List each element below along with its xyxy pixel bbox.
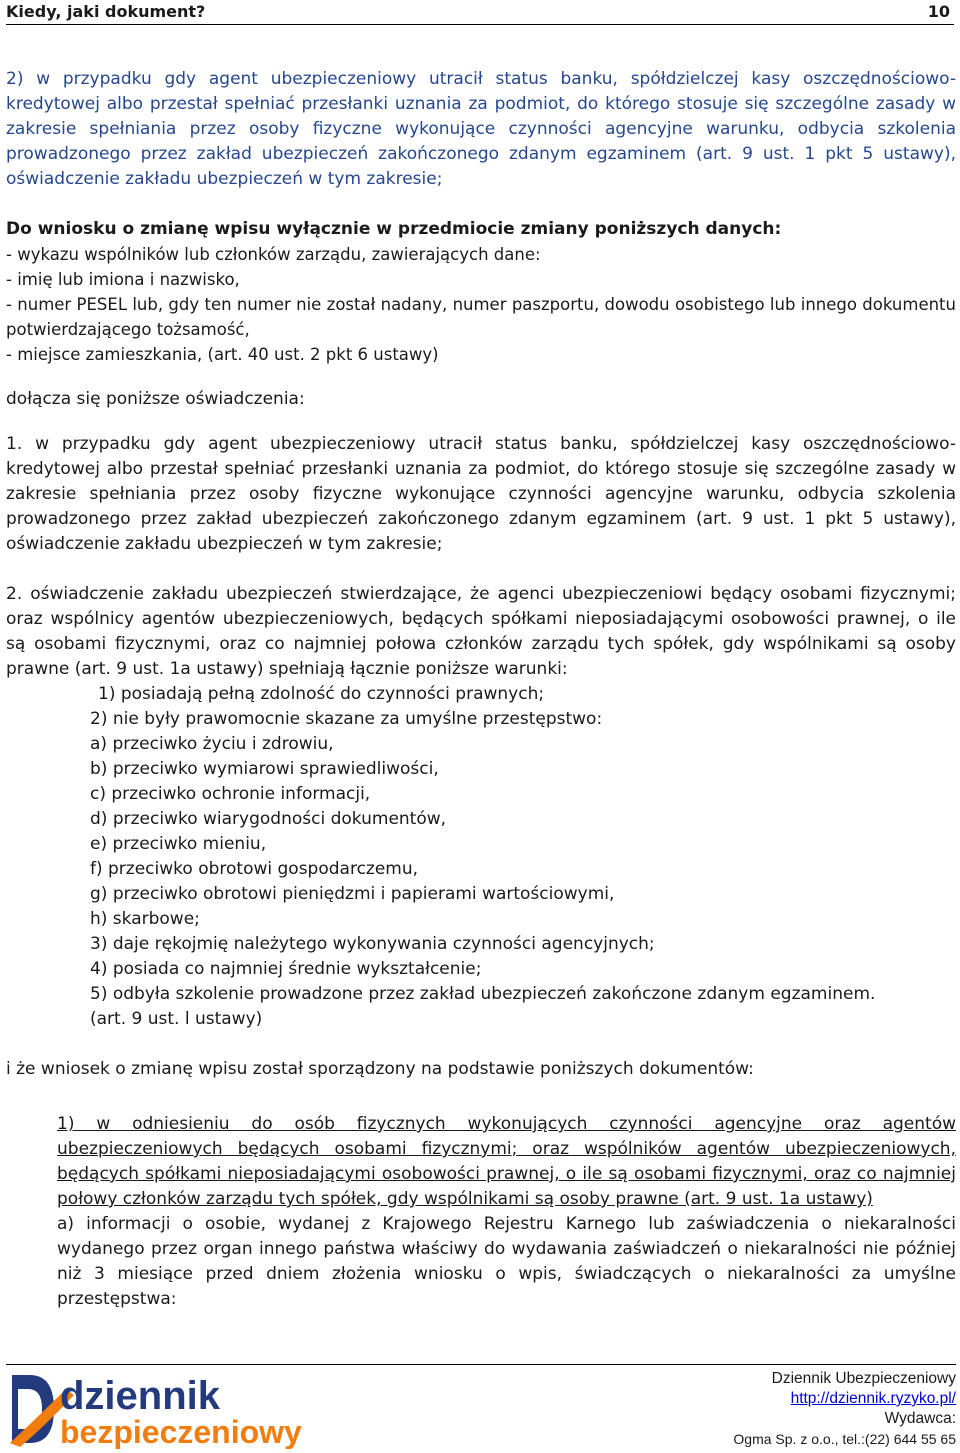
list-item: - miejsce zamieszkania, (art. 40 ust. 2 pkt 6 ustawy)	[6, 345, 439, 364]
list-item: - numer PESEL lub, gdy ten numer nie został nadany, numer paszportu, dowodu osobistego lub innego dokumentu potwierdzającego tożsamość,	[6, 295, 956, 339]
list-item: d) przeciwko wiarygodności dokumentów,	[90, 809, 447, 829]
attach-intro: dołącza się poniższe oświadczenia:	[6, 389, 305, 409]
publisher-label: Wydawca:	[884, 1410, 956, 1427]
document-body	[6, 67, 956, 1312]
list-item: e) przeciwko mieniu,	[90, 834, 267, 854]
page-header	[6, 2, 954, 25]
list-item: a) przeciwko życiu i zdrowiu,	[90, 734, 334, 754]
list-item: f) przeciwko obrotowi gospodarczemu,	[90, 859, 419, 879]
publication-name: Dziennik Ubezpieczeniowy	[771, 1370, 956, 1387]
documents-item-1: 1) w odniesieniu do osób fizycznych wykonujących czynności agencyjne oraz agentów ubezpieczeniowych będących osobami fizycznymi; oraz wspólników agentów ubezpieczeniowych, będących spółkami nieposiadającymi osobowości prawnej, o ile są osobami fizycznymi, oraz co najmniej połowy członków zarządu tych spółek, gdy wspólnikami są osoby prawne (art. 9 ust. 1a ustawy)	[57, 1114, 956, 1209]
section-heading: Do wniosku o zmianę wpisu wyłącznie w przedmiocie zmiany poniższych danych:	[6, 219, 782, 239]
conditions-list	[6, 682, 956, 1032]
statement-2: 2. oświadczenie zakładu ubezpieczeń stwierdzające, że agenci ubezpieczeniowi będący osobami fizycznymi; oraz wspólnicy agentów ubezpieczeniowych, będących spółkami nieposiadającymi osobowości prawnej, o ile są osobami fizycznymi, oraz co najmniej połowa członków zarządu tych spółek, gdy wspólnikami są osoby prawne (art. 9 ust. 1a ustawy) spełniają łącznie poniższe warunki:	[6, 584, 956, 679]
dziennik-logo	[8, 1369, 338, 1449]
list-item: c) przeciwko ochronie informacji,	[90, 784, 371, 804]
list-item: - imię lub imiona i nazwisko,	[6, 270, 240, 289]
logo-mark-icon	[8, 1369, 338, 1449]
change-items-list	[6, 242, 956, 367]
logo-text-bottom: bezpieczeniowy	[60, 1414, 302, 1449]
documents-intro: i że wniosek o zmianę wpisu został sporządzony na podstawie poniższych dokumentów:	[6, 1059, 754, 1079]
list-item: - wykazu wspólników lub członków zarządu, zawierających dane:	[6, 245, 541, 264]
list-item: 5) odbyła szkolenie prowadzone przez zakład ubezpieczeń zakończone zdanym egzaminem.	[90, 984, 876, 1004]
page-footer	[6, 1364, 956, 1451]
logo-text-top: dziennik	[60, 1374, 221, 1418]
list-item: 1) posiadają pełną zdolność do czynności prawnych;	[98, 684, 545, 704]
list-item: 4) posiada co najmniej średnie wykształcenie;	[90, 959, 482, 979]
statement-1: 1. w przypadku gdy agent ubezpieczeniowy utracił status banku, spółdzielczej kasy oszczędnościowo-kredytowej albo przestał spełniać przesłanki uznania za podmiot, do którego stosuje się szczególne zasady w zakresie spełniania przez osoby fizyczne wykonujące czynności agencyjne warunku, odbycia szkolenia prowadzonego przez zakład ubezpieczeń zakończonego zdanym egzaminem (art. 9 ust. 1 pkt 5 ustawy), oświadczenie zakładu ubezpieczeń w tym zakresie;	[6, 434, 956, 554]
publication-link[interactable]: http://dziennik.ryzyko.pl/	[790, 1390, 956, 1407]
document-title: Kiedy, jaki dokument?	[6, 2, 206, 21]
list-item: (art. 9 ust. l ustawy)	[90, 1009, 263, 1029]
list-item: b) przeciwko wymiarowi sprawiedliwości,	[90, 759, 439, 779]
list-item: 2) nie były prawomocnie skazane za umyślne przestępstwo:	[90, 709, 603, 729]
intro-item: 2) w przypadku gdy agent ubezpieczeniowy utracił status banku, spółdzielczej kasy oszczędnościowo-kredytowej albo przestał spełniać przesłanki uznania za podmiot, do którego stosuje się szczególne zasady w zakresie spełniania przez osoby fizyczne wykonujące czynności agencyjne warunku, odbycia szkolenia prowadzonego przez zakład ubezpieczeń zakończonego zdanym egzaminem (art. 9 ust. 1 pkt 5 ustawy), oświadczenie zakładu ubezpieczeń w tym zakresie;	[6, 69, 956, 189]
list-item: h) skarbowe;	[90, 909, 200, 929]
publisher-info	[733, 1369, 956, 1449]
list-item: g) przeciwko obrotowi pieniędzmi i papierami wartościowymi,	[90, 884, 615, 904]
documents-item-a: a) informacji o osobie, wydanej z Krajowego Rejestru Karnego lub zaświadczenia o niekaralności wydanego przez organ innego państwa właściwy do wydawania zaświadczeń o niekaralności nie później niż 3 miesiące przed dniem złożenia wniosku o wpis, świadczących o niekaralności za umyślne przestępstwa:	[57, 1214, 956, 1309]
page-number: 10	[927, 2, 950, 21]
list-item: 3) daje rękojmię należytego wykonywania czynności agencyjnych;	[90, 934, 655, 954]
documents-list	[6, 1112, 956, 1312]
publisher-details: Ogma Sp. z o.o., tel.:(22) 644 55 65	[733, 1431, 956, 1447]
